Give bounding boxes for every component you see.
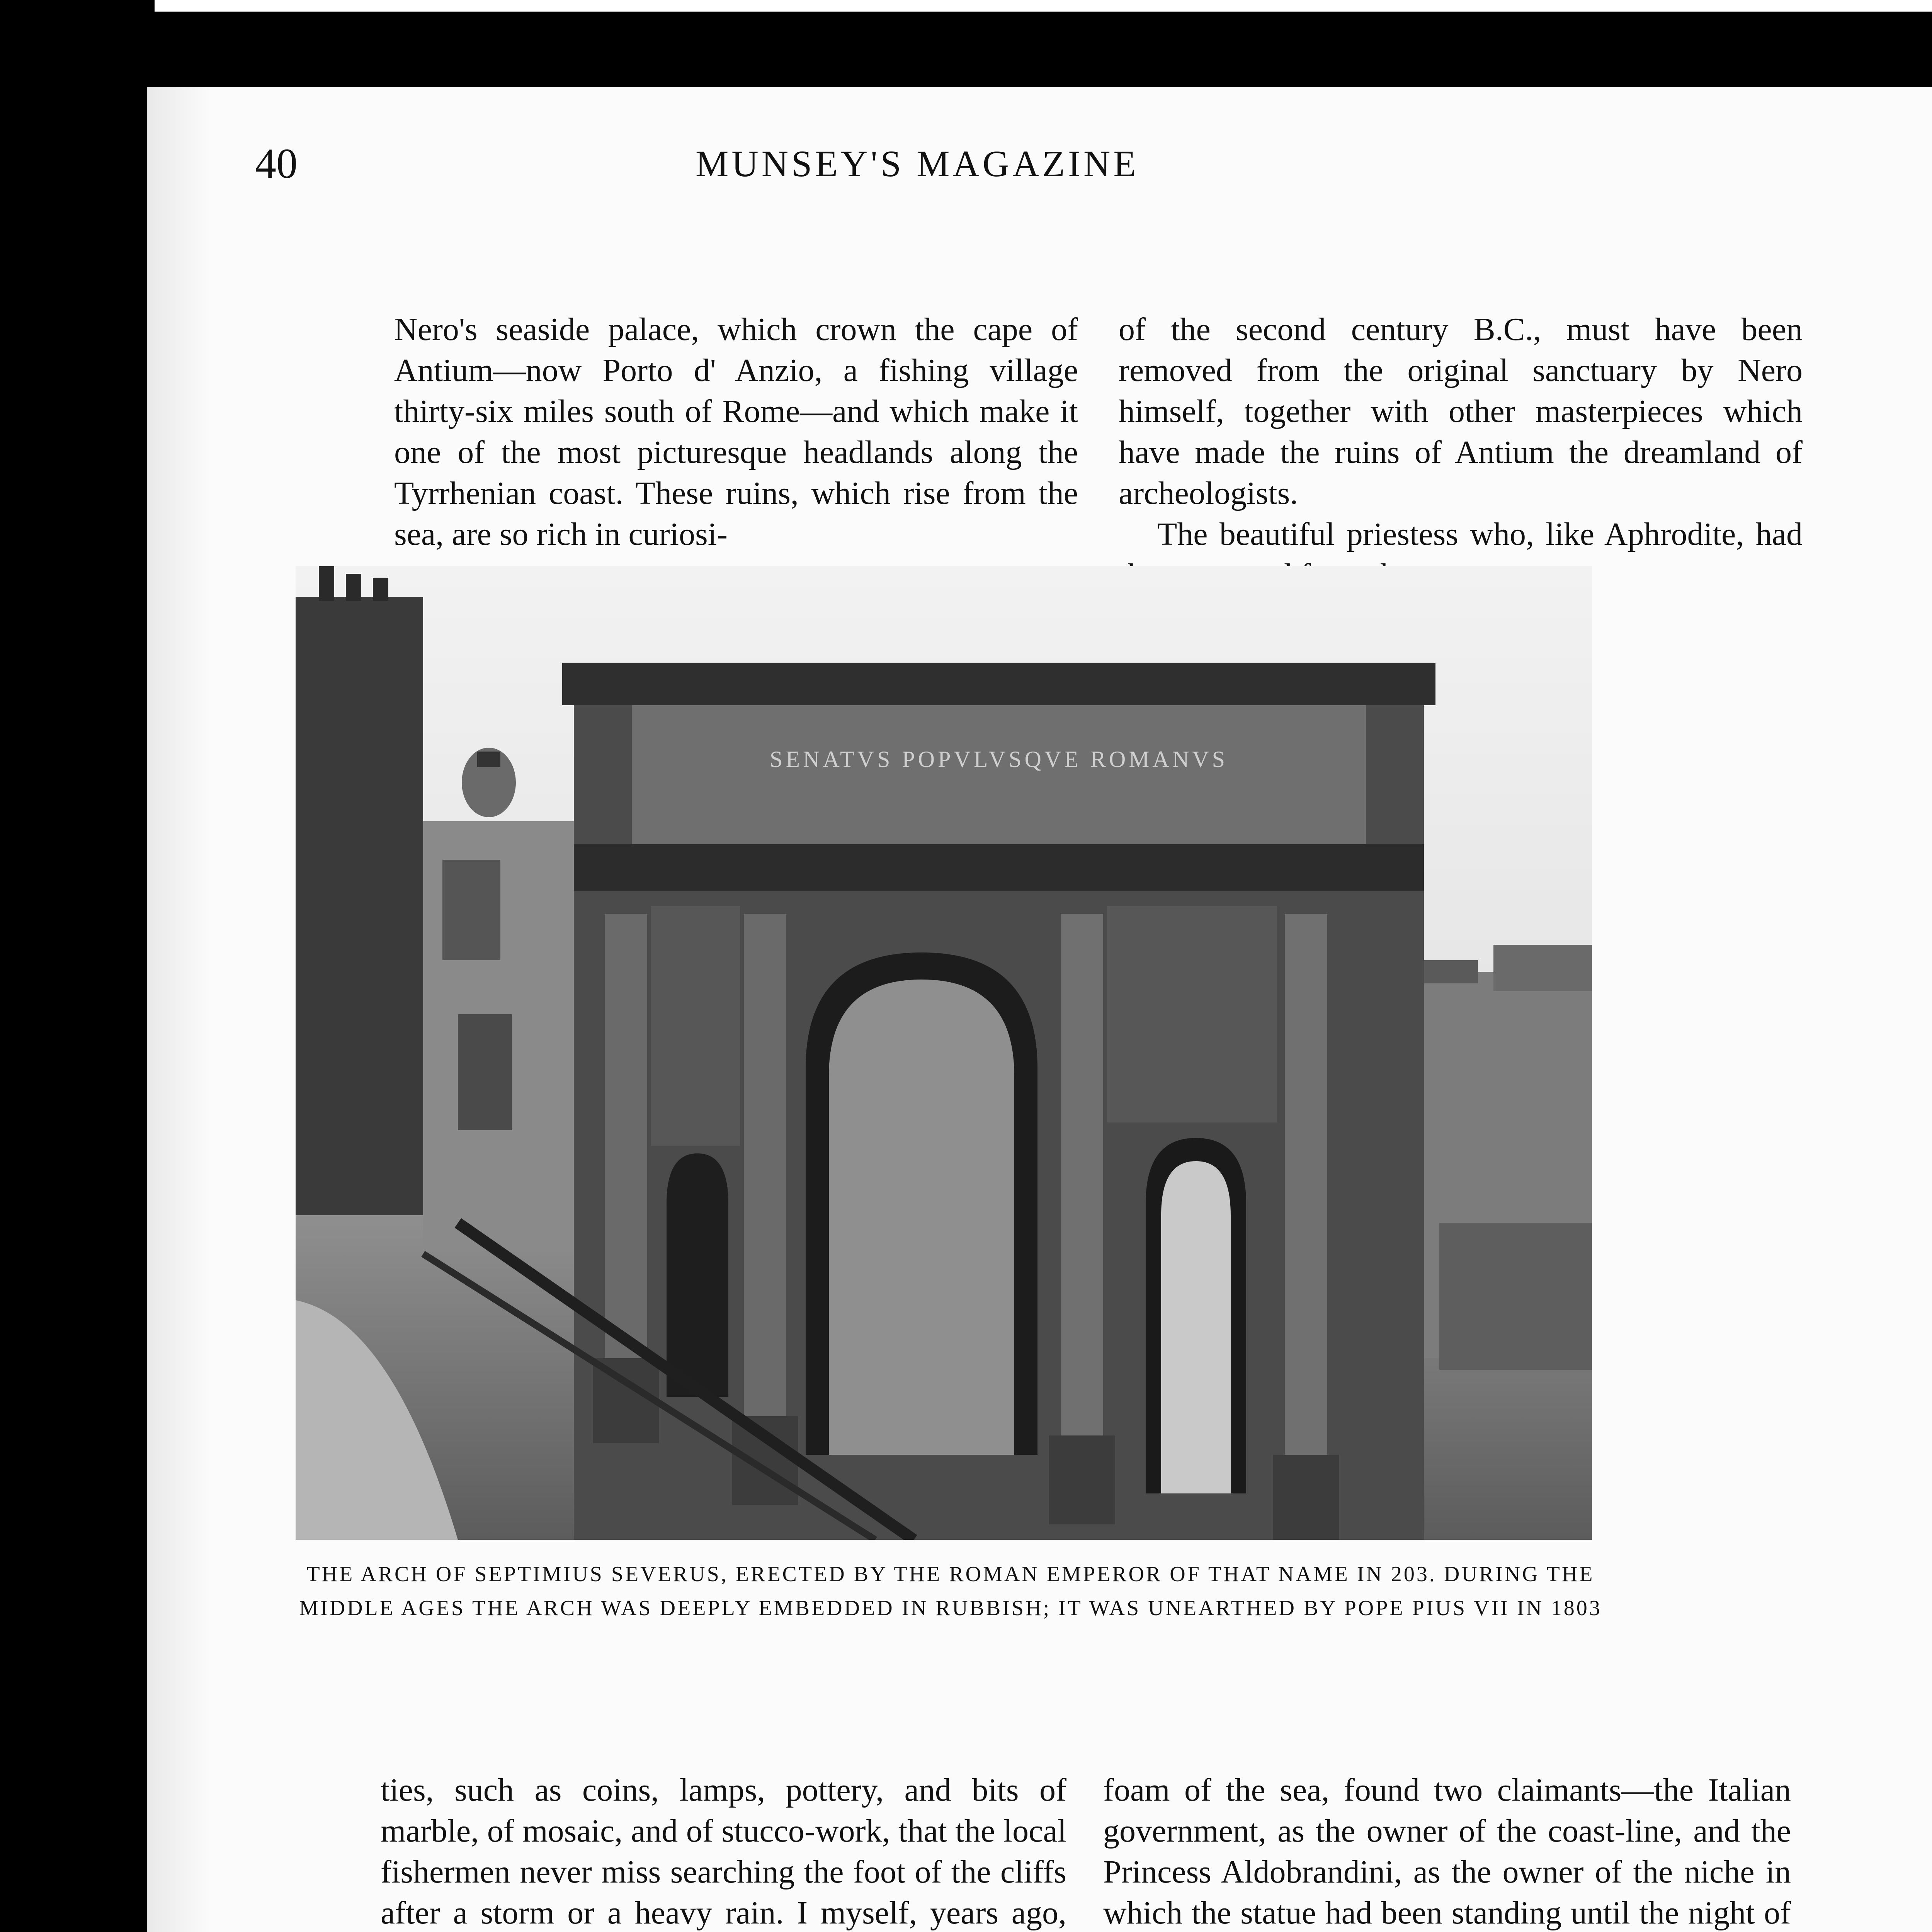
paragraph: ties, such as coins, lamps, pottery, and bits of marble, of mosaic, and of stucco-work, that the local fishermen never miss searching the foot of the cliffs after a storm or a heavy rain. I myself, years ago,: [381, 1772, 1066, 1931]
page-number: 40: [255, 140, 298, 187]
column-bottom-right: [1103, 1770, 1791, 1932]
column-bottom-left: [381, 1770, 1066, 1932]
figure-caption: THE ARCH OF SEPTIMIUS SEVERUS, ERECTED BY THE ROMAN EMPEROR OF THAT NAME IN 203. DURING THE MIDDLE AGES THE ARCH WAS DEEPLY EMBEDDED IN RUBBISH; IT WAS UNEARTHED BY POPE PIUS VII IN 1803: [299, 1562, 1602, 1620]
paragraph: foam of the sea, found two claimants—the Italian government, as the owner of the coast-line, and the Princess Aldobrandini, as the owner of the niche in which the statue had been standing until the night of: [1103, 1772, 1791, 1931]
paragraph: Nero's seaside palace, which crown the cape of Antium—now Porto d' Anzio, a fishing village thirty-six miles south of Rome—and which make it one of the most picturesque headlands along the Tyrrhenian coast. These ruins, which rise from the sea, are so rich in curiosi-: [394, 311, 1078, 552]
arch-photograph: [296, 566, 1592, 1540]
column-top-right: [1119, 309, 1803, 596]
scan-frame-edge: [155, 0, 1932, 12]
paragraph: of the second century B.C., must have been removed from the original sanctuary by Nero himself, together with other masterpieces which have made the ruins of Antium the dreamland of archeologists.: [1119, 311, 1803, 511]
page-gutter: [147, 87, 211, 1932]
arch-of-septimius-severus-image: [296, 566, 1592, 1540]
running-head: MUNSEY'S MAGAZINE: [696, 143, 1139, 184]
paragraph: The beautiful priestess who, like Aphrodite, had: [1157, 516, 1803, 552]
arch-inscription: SENATVS POPVLVSQVE ROMANVS: [770, 747, 1228, 772]
column-top-left: [394, 309, 1078, 555]
